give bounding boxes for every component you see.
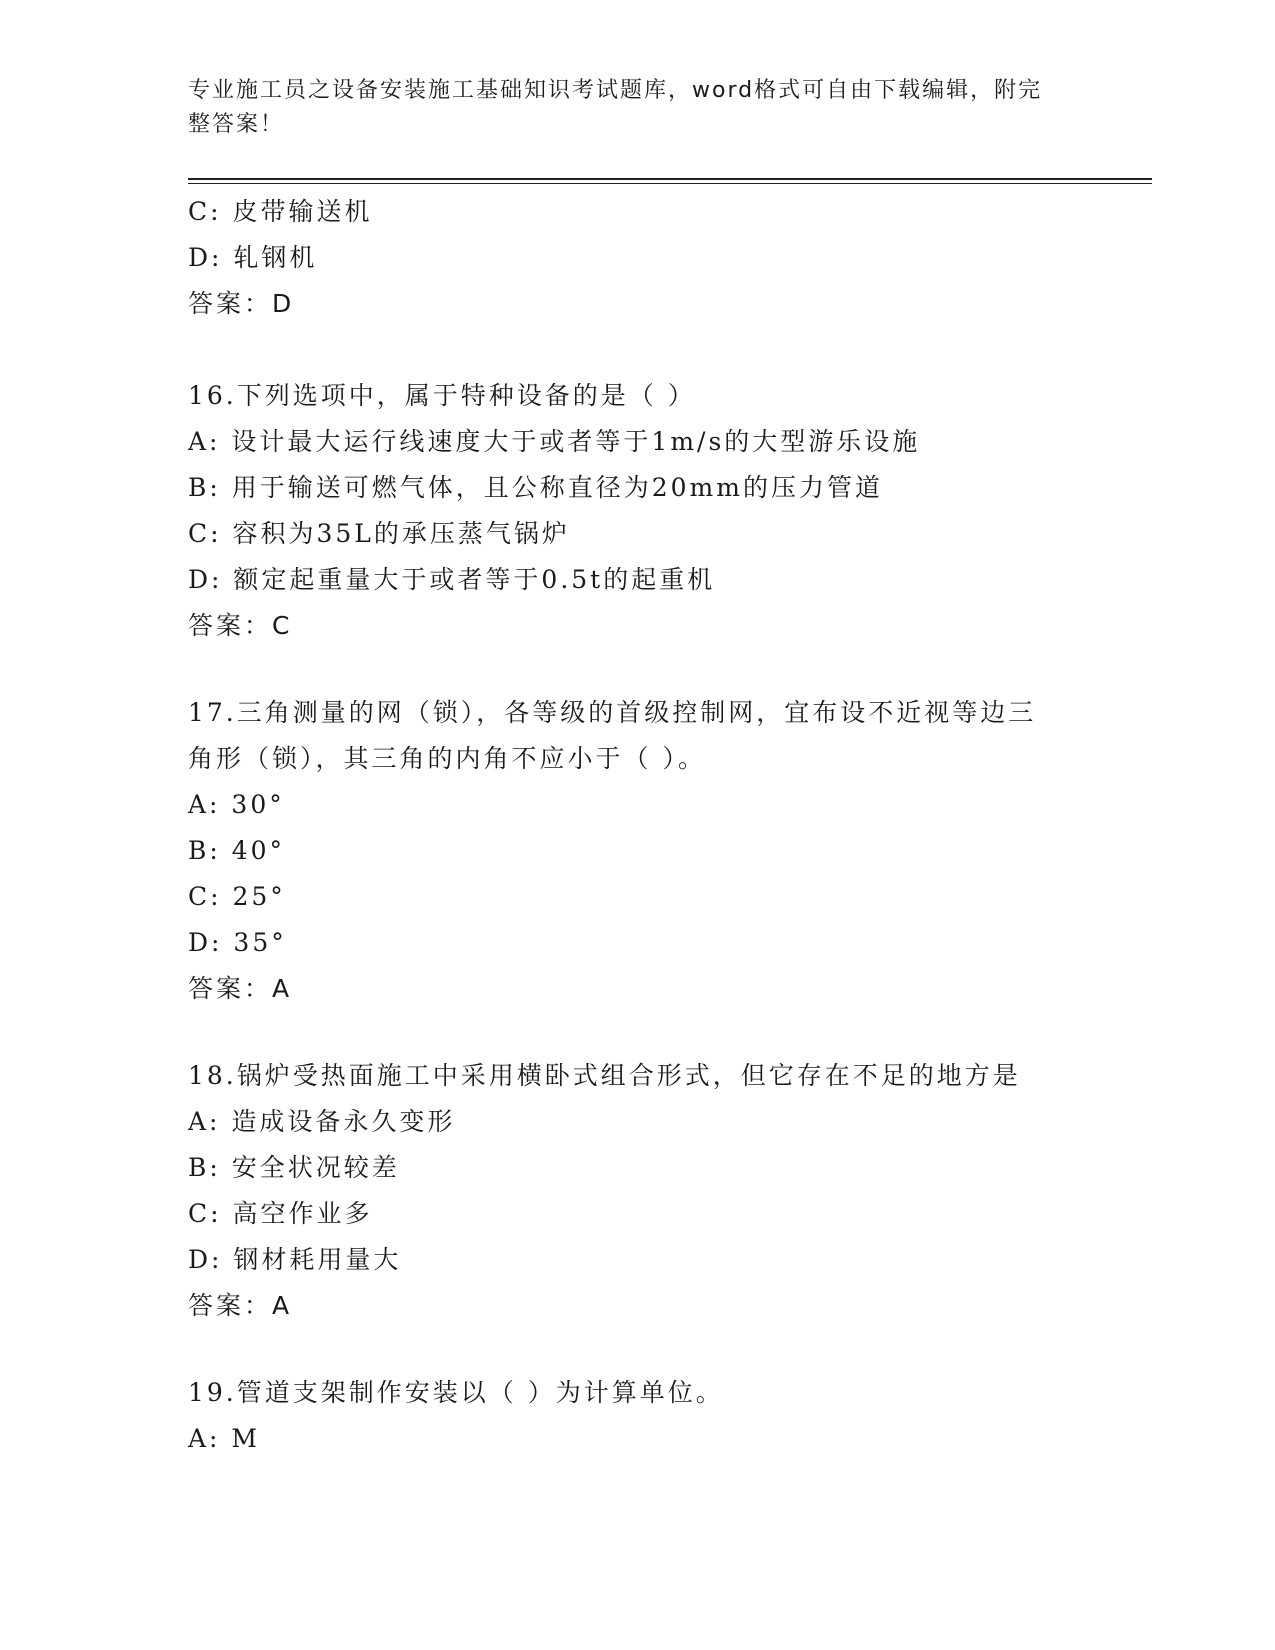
- question-content: [188, 189, 1088, 1462]
- header-divider-thin: [188, 183, 1152, 184]
- answer: 答案：A: [188, 1291, 293, 1320]
- option-a: A: 设计最大运行线速度大于或者等于1m/s的大型游乐设施: [188, 427, 921, 456]
- header-title-line2: 整答案！: [188, 112, 285, 137]
- spacer: [188, 1012, 1088, 1053]
- prev-answer: 答案：D: [188, 289, 295, 318]
- option-c: C: 25°: [188, 882, 286, 911]
- option-b: B: 安全状况较差: [188, 1153, 400, 1182]
- question-stem: 18.锅炉受热面施工中采用横卧式组合形式，但它存在不足的地方是: [188, 1061, 1021, 1090]
- option-a: A: 造成设备永久变形: [188, 1107, 456, 1136]
- question-16: [188, 373, 1088, 649]
- spacer: [188, 327, 1088, 373]
- option-d: D: 额定起重量大于或者等于0.5t的起重机: [188, 565, 716, 594]
- question-stem-line1: 17.三角测量的网（锁），各等级的首级控制网，宜布设不近视等边三: [188, 698, 1037, 727]
- header-title-line1: 专业施工员之设备安装施工基础知识考试题库，word格式可自由下载编辑，附完: [188, 78, 1043, 103]
- option-b: B: 40°: [188, 836, 286, 865]
- answer: 答案：C: [188, 611, 293, 640]
- question-18: [188, 1053, 1088, 1329]
- prev-option-d: D: 轧钢机: [188, 243, 318, 272]
- header-divider-thick: [188, 178, 1152, 180]
- question-17: [188, 690, 1088, 1012]
- question-stem: 16.下列选项中，属于特种设备的是（ ）: [188, 381, 696, 410]
- option-b: B: 用于输送可燃气体，且公称直径为20mm的压力管道: [188, 473, 883, 502]
- spacer: [188, 649, 1088, 690]
- question-stem: 19.管道支架制作安装以（ ）为计算单位。: [188, 1378, 724, 1407]
- option-a: A: M: [188, 1424, 261, 1453]
- prev-option-c: C: 皮带输送机: [188, 197, 373, 226]
- option-a: A: 30°: [188, 790, 285, 819]
- option-d: D: 钢材耗用量大: [188, 1245, 402, 1274]
- answer: 答案：A: [188, 974, 293, 1003]
- option-c: C: 高空作业多: [188, 1199, 373, 1228]
- option-d: D: 35°: [188, 928, 287, 957]
- question-19: [188, 1370, 1088, 1462]
- document-header: [188, 74, 1088, 142]
- spacer: [188, 1329, 1088, 1370]
- option-c: C: 容积为35L的承压蒸气锅炉: [188, 519, 570, 548]
- question-stem-line2: 角形（锁），其三角的内角不应小于（ ）。: [188, 744, 706, 773]
